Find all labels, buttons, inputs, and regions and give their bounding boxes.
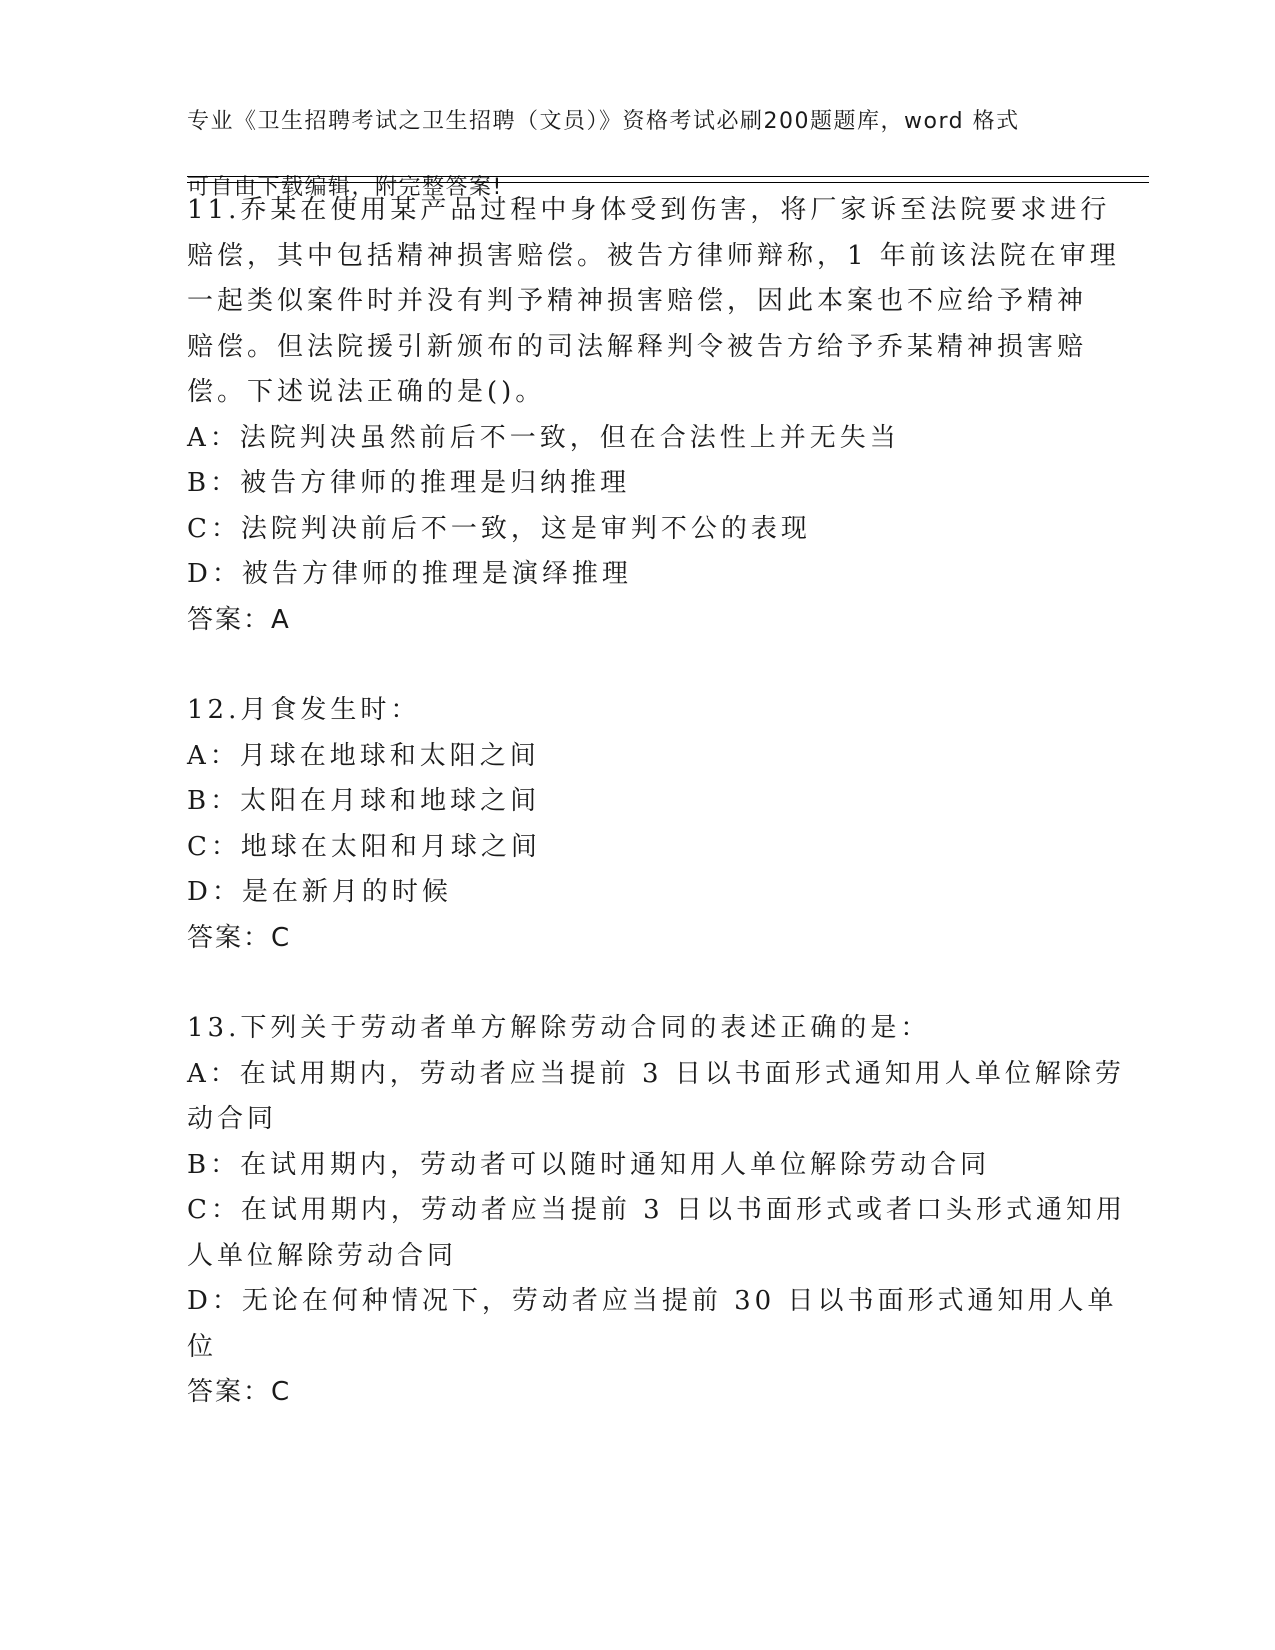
question-11-option-a: A：法院判决虽然前后不一致，但在合法性上并无失当	[187, 422, 900, 453]
question-12-answer: 答案：C	[187, 922, 292, 953]
question-13-option-c: C：在试用期内，劳动者应当提前 3 日以书面形式或者口头形式通知用	[187, 1195, 1126, 1225]
header-title-line-1: 专业《卫生招聘考试之卫生招聘（文员）》资格考试必刷200题题库，word 格式	[187, 109, 1020, 134]
question-11	[187, 188, 1120, 643]
question-12-option-c: C：地球在太阳和月球之间	[187, 831, 541, 862]
question-13-option-d: D：无论在何种情况下，劳动者应当提前 30 日以书面形式通知用人单	[187, 1286, 1118, 1316]
question-12-stem-line: 12.月食发生时：	[187, 695, 421, 725]
question-11-stem-line: 偿。下述说法正确的是()。	[187, 377, 546, 407]
question-13-answer: 答案：C	[187, 1377, 292, 1407]
question-spacer	[187, 643, 1087, 688]
question-13-option-a: A：在试用期内，劳动者应当提前 3 日以书面形式通知用人单位解除劳	[187, 1058, 1125, 1089]
question-11-stem-line: 11.乔某在使用某产品过程中身体受到伤害，将厂家诉至法院要求进行	[187, 195, 1111, 225]
question-11-option-d: D：被告方律师的推理是演绎推理	[187, 559, 632, 589]
header-divider-top	[187, 176, 1149, 177]
question-list	[187, 188, 1126, 1416]
question-11-option-c: C：法院判决前后不一致，这是审判不公的表现	[187, 513, 811, 544]
question-13-option-b: B：在试用期内，劳动者可以随时通知用人单位解除劳动合同	[187, 1149, 991, 1180]
header-title-line-2: 可自由下载编辑，附完整答案!	[187, 175, 503, 200]
question-12-option-b: B：太阳在月球和地球之间	[187, 786, 541, 816]
question-13-option-c-cont: 人单位解除劳动合同	[187, 1240, 458, 1271]
question-11-stem-line: 赔偿。但法院援引新颁布的司法解释判令被告方给予乔某精神损害赔	[187, 331, 1088, 362]
question-11-stem-line: 一起类似案件时并没有判予精神损害赔偿，因此本案也不应给予精神	[187, 286, 1088, 316]
question-11-stem-line: 赔偿，其中包括精神损害赔偿。被告方律师辩称，1 年前该法院在审理	[187, 240, 1120, 271]
question-13-option-d-cont: 位	[187, 1331, 218, 1362]
question-13	[187, 1006, 1126, 1416]
question-11-option-b: B：被告方律师的推理是归纳推理	[187, 468, 631, 498]
header-divider-bottom	[187, 182, 1149, 183]
question-13-option-a-cont: 动合同	[187, 1104, 278, 1134]
question-12	[187, 688, 1087, 961]
question-spacer	[187, 961, 1087, 1006]
question-11-answer: 答案：A	[187, 604, 291, 635]
question-12-option-d: D：是在新月的时候	[187, 877, 452, 907]
question-12-option-a: A：月球在地球和太阳之间	[187, 740, 540, 771]
question-13-stem-line: 13.下列关于劳动者单方解除劳动合同的表述正确的是：	[187, 1013, 931, 1043]
